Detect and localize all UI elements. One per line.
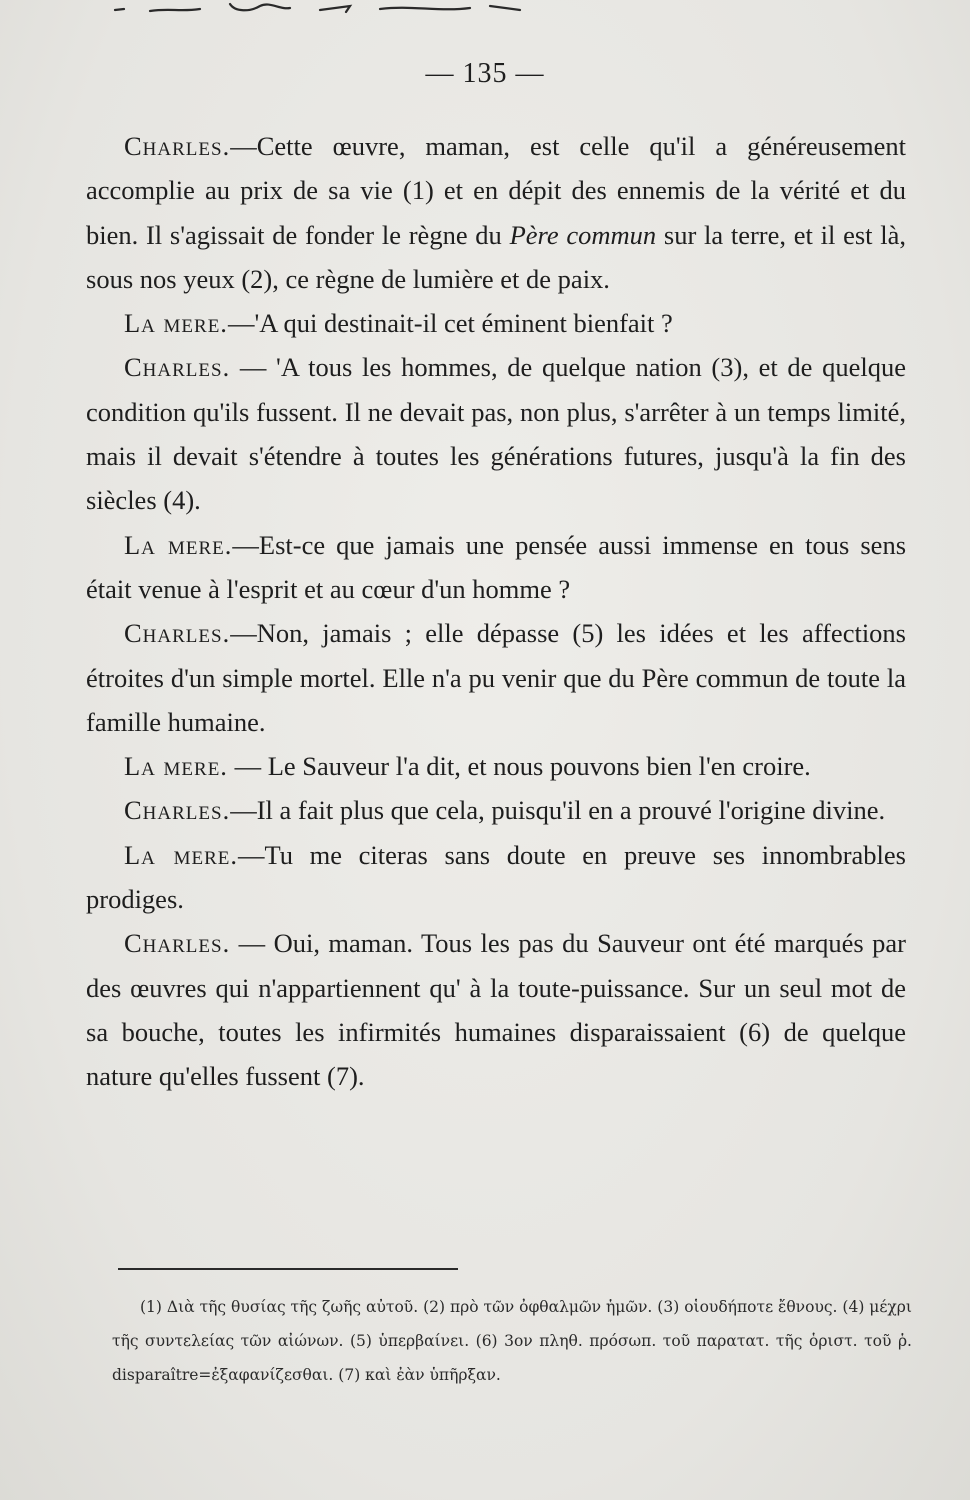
speaker-name: Charles.	[124, 618, 231, 649]
footnote-text: (1) Διὰ τῆς θυσίας τῆς ζωῆς αὐτοῦ. (2) πρὸ τῶν ὀφθαλμῶν ἡμῶν. (3) οἱουδήποτε ἔθνους. (4) μέχρι τῆς συντελείας τῶν αἰώνων. (5) ὑπερβαίνει. (6) 3ον πληθ. πρόσωπ. τοῦ παρατατ. τῆς ὁριστ. τοῦ ῥ. disparaître=ἐξαφανίζεσθαι. (7) καὶ ἐὰν ὑπῆρξαν.	[112, 1298, 912, 1384]
emphasized-text: Père commun	[509, 219, 657, 250]
dialogue-paragraph	[86, 523, 906, 612]
dialogue-paragraph	[86, 833, 906, 922]
speech-text: — Le Sauveur l'a dit, et nous pouvons bien l'en croire.	[227, 751, 811, 782]
speaker-name: La mere.	[124, 529, 233, 560]
speech-text: —Cette œuvre, maman, est celle qu'il a généreusement accomplie au prix de sa vie (1) et en dépit des ennemis de la vérité et du bien. Il s'agissait de fonder le règne du	[86, 131, 906, 250]
dialogue-paragraph	[86, 788, 906, 832]
speaker-name: La mere.	[124, 751, 228, 782]
speaker-name: La mere.	[124, 308, 228, 339]
speech-text: — 'A tous les hommes, de quelque nation (3), et de quelque condition qu'ils fussent. Il ne devait pas, non plus, s'arrêter à un temps limité, mais il devait s'étendre à toutes les générations futures, jusqu'à la fin des siècles (4).	[86, 352, 906, 516]
speech-text: —Il a fait plus que cela, puisqu'il en a prouvé l'origine divine.	[230, 795, 886, 826]
dialogue-paragraph	[86, 921, 906, 1098]
speaker-name: Charles.	[124, 131, 231, 161]
speech-text: —Est-ce que jamais une pensée aussi immense en tous sens était venue à l'esprit et au cœur d'un homme ?	[86, 529, 907, 604]
speaker-name: Charles.	[124, 928, 231, 959]
dialogue-paragraph	[86, 345, 906, 522]
dialogue-text	[86, 124, 906, 1099]
footnotes	[112, 1290, 912, 1392]
speech-text: — Oui, maman. Tous les pas du Sauveur ont été marqués par des œuvres qui n'appartiennent qu' à la toute-puissance. Sur un seul mot de sa bouche, toutes les infirmités humaines disparaissaient (6) de quelque nature qu'elles fussent (7).	[86, 928, 906, 1092]
footnote-divider	[118, 1268, 458, 1270]
dialogue-paragraph	[86, 611, 906, 744]
speaker-name: Charles.	[124, 352, 231, 383]
dialogue-paragraph	[86, 744, 906, 788]
dialogue-paragraph	[86, 301, 906, 345]
speech-text: sur la terre, et il est là, sous nos yeux (2), ce règne de lumière et de paix.	[86, 219, 907, 294]
speech-text: —'A qui destinait-il cet éminent bienfait ?	[227, 308, 673, 339]
handwritten-marks-top	[110, 0, 530, 14]
speech-text: —Tu me citeras sans doute en preuve ses innombrables prodiges.	[86, 839, 906, 915]
speaker-name: Charles.	[124, 795, 231, 826]
speaker-name: La mere.	[124, 839, 238, 870]
page-number: — 135 —	[425, 58, 545, 89]
speech-text: —Non, jamais ; elle dépasse (5) les idées et les affections étroites d'un simple mortel. Elle n'a pu venir que du Père commun de toute la famille humaine.	[86, 618, 906, 737]
dialogue-paragraph	[86, 124, 906, 301]
